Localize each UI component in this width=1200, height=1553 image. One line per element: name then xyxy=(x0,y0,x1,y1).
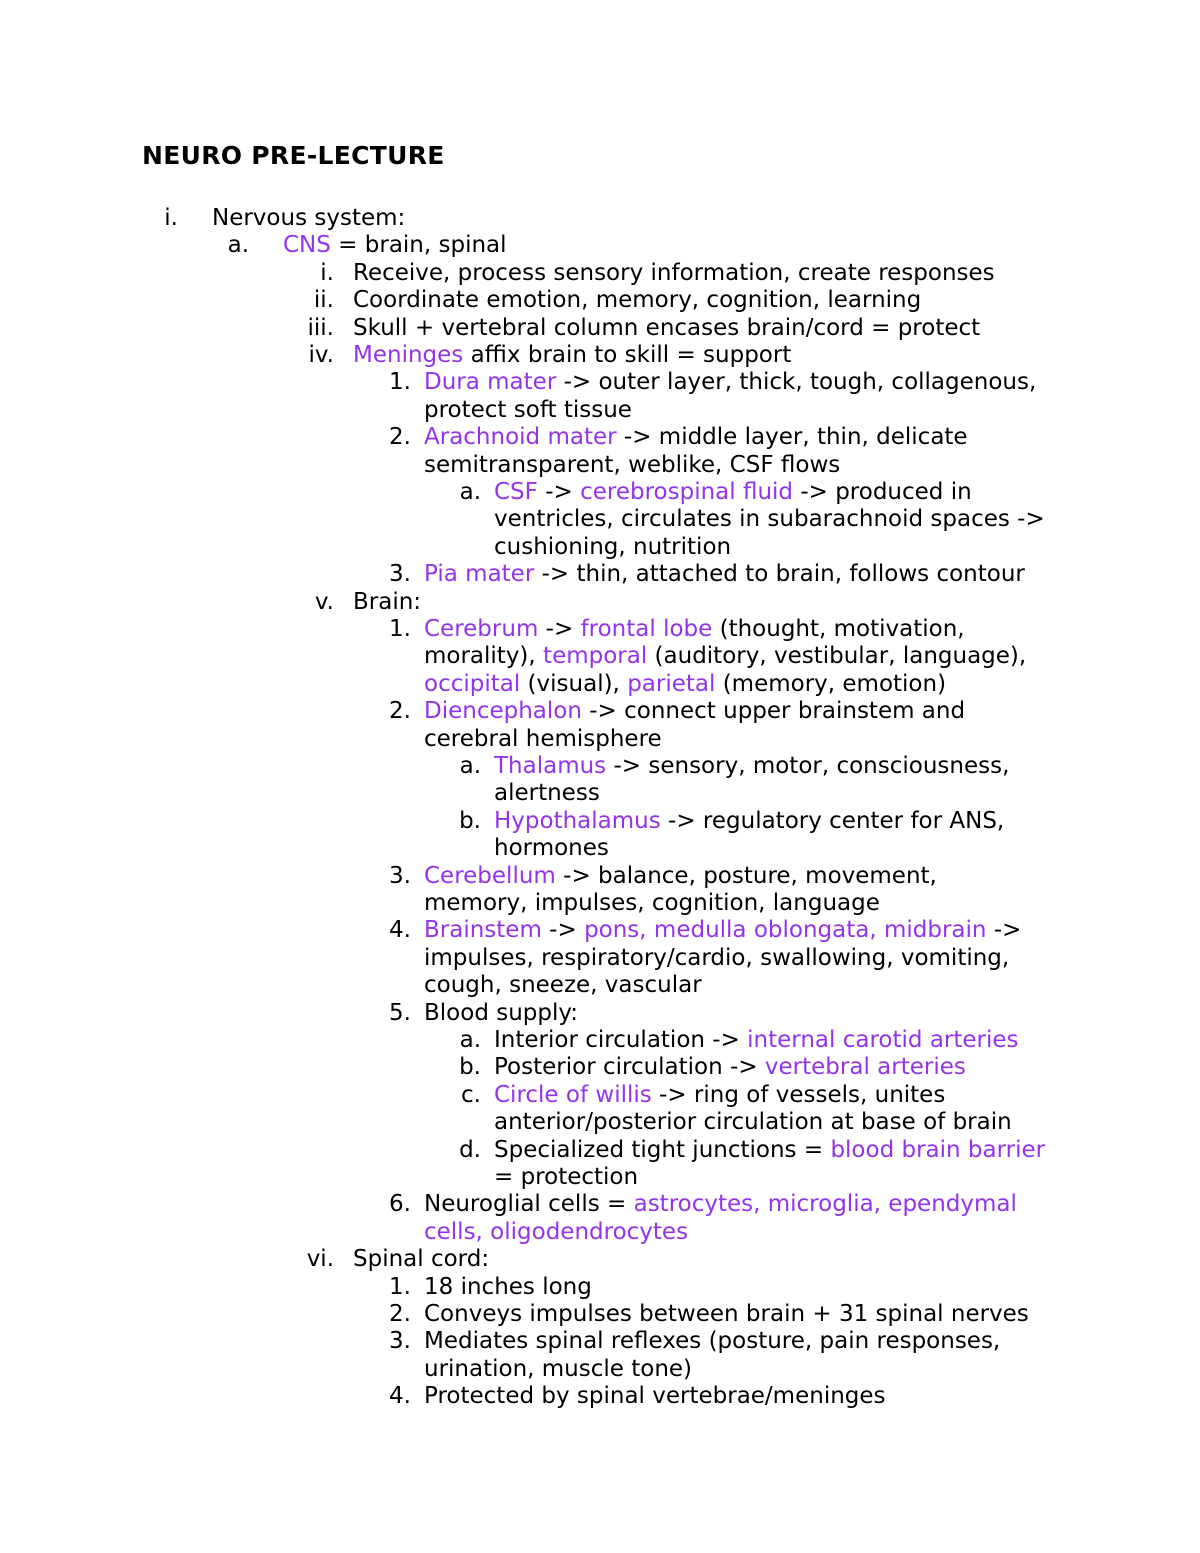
item-text: Specialized tight junctions = xyxy=(494,1136,831,1163)
list-item-line xyxy=(494,780,600,807)
list-item-line xyxy=(424,1191,1017,1218)
list-item-line xyxy=(424,1328,1000,1355)
list-item-line xyxy=(424,1000,578,1027)
list-item-line xyxy=(353,342,791,369)
item-text: (memory, emotion) xyxy=(715,670,947,697)
highlighted-term: temporal xyxy=(543,643,648,670)
item-text: Coordinate emotion, memory, cognition, learning xyxy=(353,287,922,314)
item-text: Blood supply: xyxy=(424,999,579,1026)
item-text: morality), xyxy=(424,643,544,670)
highlighted-term: vertebral arteries xyxy=(764,1054,966,1081)
document-title: NEURO PRE-LECTURE xyxy=(142,141,445,170)
item-text: Brain: xyxy=(353,588,422,615)
item-text: ventricles, circulates in subarachnoid spaces -> xyxy=(494,506,1045,533)
item-text: alertness xyxy=(494,780,600,807)
item-text: -> sensory, motor, consciousness, xyxy=(606,753,1010,779)
list-item-line xyxy=(494,479,972,506)
list-item-line xyxy=(494,1137,1045,1164)
highlighted-term: occipital xyxy=(424,670,521,697)
item-text: Receive, process sensory information, create responses xyxy=(353,259,995,286)
highlighted-term: Pia mater xyxy=(424,561,535,588)
item-text: (thought, motivation, xyxy=(712,616,965,642)
item-text: = protection xyxy=(494,1164,639,1190)
list-marker: 3. xyxy=(389,561,411,588)
item-text: -> balance, posture, movement, xyxy=(555,862,937,889)
highlighted-term: astrocytes, microglia, ependymal xyxy=(633,1191,1017,1218)
list-item-line xyxy=(494,506,1045,533)
item-text: (auditory, vestibular, language), xyxy=(647,643,1027,670)
list-item-line xyxy=(424,397,632,424)
list-item-line xyxy=(424,452,840,479)
item-text: protect soft tissue xyxy=(424,396,632,423)
list-item-line xyxy=(353,287,921,314)
item-text: -> ring of vessels, unites xyxy=(651,1081,946,1108)
item-text: -> outer layer, thick, tough, collagenous, xyxy=(556,369,1037,396)
highlighted-term: Dura mater xyxy=(424,369,557,396)
list-item-line xyxy=(353,315,980,342)
list-item-line xyxy=(424,561,1025,588)
highlighted-term: Cerebellum xyxy=(424,862,556,889)
item-text: cough, sneeze, vascular xyxy=(424,972,702,999)
item-text: semitransparent, weblike, CSF flows xyxy=(424,451,841,478)
list-marker: 1. xyxy=(389,369,411,396)
list-item-line xyxy=(494,808,1004,835)
item-text: Spinal cord: xyxy=(353,1246,490,1273)
list-item-line xyxy=(212,205,405,232)
item-text: -> xyxy=(986,917,1022,944)
highlighted-term: Brainstem xyxy=(424,917,542,944)
list-item-line xyxy=(424,698,965,725)
list-marker: a. xyxy=(227,232,249,259)
list-item-line xyxy=(424,369,1036,396)
list-item-line xyxy=(424,890,880,917)
highlighted-term: Arachnoid mater xyxy=(424,424,617,451)
list-item-line xyxy=(494,1082,945,1109)
list-marker: v. xyxy=(314,588,334,615)
item-text: Neuroglial cells = xyxy=(424,1191,634,1218)
list-marker: i. xyxy=(320,259,334,286)
highlighted-term: parietal xyxy=(627,670,716,697)
list-marker: vi. xyxy=(306,1246,334,1273)
list-item-line xyxy=(353,1246,489,1273)
list-marker: 2. xyxy=(389,698,411,725)
highlighted-term: blood brain barrier xyxy=(830,1136,1046,1163)
list-item-line xyxy=(424,1383,886,1410)
item-text: (visual), xyxy=(520,670,628,697)
list-marker: 5. xyxy=(389,999,411,1026)
list-item-line xyxy=(353,260,995,287)
list-item-line xyxy=(494,835,609,862)
item-text: -> produced in xyxy=(793,479,972,505)
list-item-line xyxy=(424,1219,688,1246)
item-text: -> xyxy=(541,917,585,944)
item-text: -> xyxy=(538,616,581,642)
list-item-line xyxy=(424,945,1009,972)
list-item-line xyxy=(424,616,965,643)
list-marker: 2. xyxy=(389,424,411,451)
item-text: Protected by spinal vertebrae/meninges xyxy=(424,1383,886,1410)
list-marker: i. xyxy=(164,205,178,231)
list-item-line xyxy=(353,589,421,616)
item-text: memory, impulses, cognition, language xyxy=(424,890,880,916)
list-item-line xyxy=(424,1301,1029,1328)
list-item-line xyxy=(424,972,702,999)
list-marker: 3. xyxy=(389,1328,411,1355)
list-marker: b. xyxy=(459,1054,481,1081)
item-text: Skull + vertebral column encases brain/cord = protect xyxy=(353,314,981,341)
list-marker: d. xyxy=(459,1136,481,1163)
list-item-line xyxy=(494,1054,966,1081)
list-item-line xyxy=(424,1356,692,1383)
item-text: impulses, respiratory/cardio, swallowing, vomiting, xyxy=(424,944,1010,971)
item-text: -> xyxy=(537,479,581,505)
highlighted-term: Cerebrum xyxy=(424,616,539,642)
highlighted-term: CSF xyxy=(494,479,538,505)
list-item-line xyxy=(424,917,1021,944)
item-text: -> thin, attached to brain, follows contour xyxy=(534,561,1025,588)
list-item-line xyxy=(494,534,731,561)
list-marker: iii. xyxy=(307,314,334,341)
item-text: -> regulatory center for ANS, xyxy=(660,807,1005,834)
highlighted-term: frontal lobe xyxy=(580,616,713,642)
item-text: Mediates spinal reflexes (posture, pain responses, xyxy=(424,1328,1001,1355)
list-marker: 6. xyxy=(389,1191,411,1218)
list-marker: a. xyxy=(459,753,481,779)
highlighted-term: Meninges xyxy=(353,342,464,368)
list-marker: a. xyxy=(459,479,481,505)
list-item-line xyxy=(494,753,1009,780)
list-marker: a. xyxy=(459,1027,481,1053)
list-item-line xyxy=(424,671,946,698)
highlighted-term: Circle of willis xyxy=(494,1081,652,1108)
list-item-line xyxy=(494,1164,638,1191)
item-text: hormones xyxy=(494,835,609,862)
item-text: = brain, spinal xyxy=(330,232,507,259)
list-marker: iv. xyxy=(308,342,334,368)
list-item-line xyxy=(424,424,968,451)
item-text: Posterior circulation -> xyxy=(494,1054,765,1081)
item-text: Nervous system: xyxy=(212,205,406,231)
highlighted-term: pons, medulla oblongata, midbrain xyxy=(584,917,987,944)
list-marker: 3. xyxy=(389,862,411,889)
list-item-line xyxy=(424,863,937,890)
list-item-line xyxy=(424,726,662,753)
item-text: urination, muscle tone) xyxy=(424,1355,693,1382)
list-marker: 4. xyxy=(389,1383,411,1410)
item-text: 18 inches long xyxy=(424,1273,592,1300)
item-text: cushioning, nutrition xyxy=(494,533,732,560)
highlighted-term: CNS xyxy=(283,232,331,259)
list-marker: ii. xyxy=(313,287,334,314)
highlighted-term: internal carotid arteries xyxy=(747,1027,1019,1053)
list-item-line xyxy=(494,1109,1012,1136)
highlighted-term: cells, oligodendrocytes xyxy=(424,1218,689,1245)
item-text: -> connect upper brainstem and xyxy=(581,698,966,725)
highlighted-term: Thalamus xyxy=(494,753,607,779)
item-text: affix brain to skill = support xyxy=(463,342,792,368)
list-marker: 2. xyxy=(389,1301,411,1327)
item-text: cerebral hemisphere xyxy=(424,725,662,752)
list-item-line xyxy=(283,232,507,259)
item-text: anterior/posterior circulation at base of brain xyxy=(494,1109,1012,1136)
highlighted-term: Hypothalamus xyxy=(494,807,661,834)
list-marker: c. xyxy=(461,1081,481,1108)
item-text: Interior circulation -> xyxy=(494,1027,748,1053)
item-text: Conveys impulses between brain + 31 spinal nerves xyxy=(424,1301,1029,1327)
list-item-line xyxy=(494,1027,1019,1054)
list-item-line xyxy=(424,643,1026,670)
list-marker: 1. xyxy=(389,1273,411,1300)
list-item-line xyxy=(424,1274,592,1301)
list-marker: 1. xyxy=(389,616,411,642)
highlighted-term: Diencephalon xyxy=(424,698,582,725)
highlighted-term: cerebrospinal fluid xyxy=(580,479,794,505)
list-marker: b. xyxy=(459,807,481,834)
item-text: -> middle layer, thin, delicate xyxy=(616,424,968,451)
list-marker: 4. xyxy=(389,917,411,944)
